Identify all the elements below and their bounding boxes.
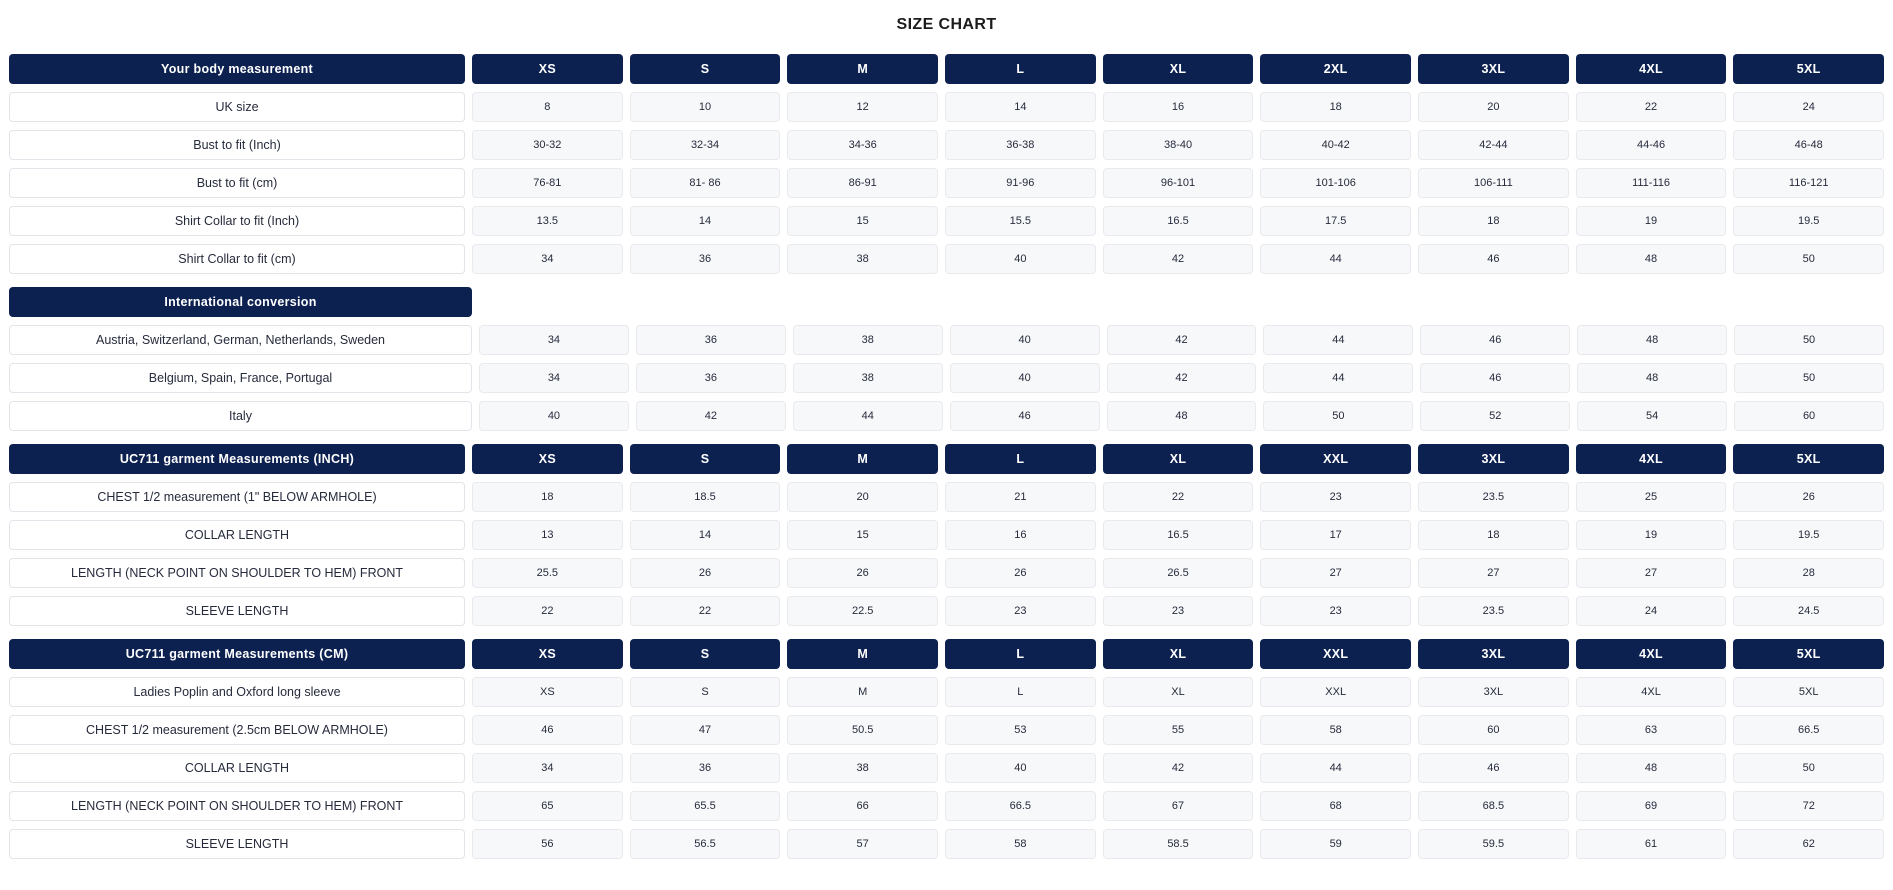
data-cell: 36-38 xyxy=(945,130,1096,160)
data-cell: 54 xyxy=(1577,401,1727,431)
row-label: SLEEVE LENGTH xyxy=(9,829,465,859)
row-label: CHEST 1/2 measurement (2.5cm BELOW ARMHOLE) xyxy=(9,715,465,745)
data-cell: 14 xyxy=(945,92,1096,122)
data-cell: 65.5 xyxy=(630,791,781,821)
international-conversion-table xyxy=(9,287,1884,431)
size-column-header: S xyxy=(630,54,781,84)
body-measurement-table xyxy=(9,54,1884,274)
data-cell: 68.5 xyxy=(1418,791,1569,821)
data-cell: 27 xyxy=(1576,558,1727,588)
data-cell: 8 xyxy=(472,92,623,122)
data-cell: 34-36 xyxy=(787,130,938,160)
section-header-pill: International conversion xyxy=(9,287,472,317)
data-cell: 48 xyxy=(1577,363,1727,393)
data-cell: 3XL xyxy=(1418,677,1569,707)
page-title: SIZE CHART xyxy=(896,16,997,33)
data-cell: 62 xyxy=(1733,829,1884,859)
size-column-header: S xyxy=(630,639,781,669)
data-cell: 69 xyxy=(1576,791,1727,821)
data-cell: 13 xyxy=(472,520,623,550)
row-label: SLEEVE LENGTH xyxy=(9,596,465,626)
table-row xyxy=(9,829,1884,859)
data-cell: 63 xyxy=(1576,715,1727,745)
data-cell: 38-40 xyxy=(1103,130,1254,160)
data-cell: 18 xyxy=(1260,92,1411,122)
data-cell: 46 xyxy=(1420,363,1570,393)
data-cell: 22 xyxy=(1103,482,1254,512)
data-cell: 56.5 xyxy=(630,829,781,859)
data-cell: 12 xyxy=(787,92,938,122)
data-cell: 19 xyxy=(1576,520,1727,550)
data-cell: 19.5 xyxy=(1733,520,1884,550)
data-cell: 40 xyxy=(479,401,629,431)
data-cell: 18 xyxy=(472,482,623,512)
data-cell: 48 xyxy=(1577,325,1727,355)
data-cell: 36 xyxy=(636,363,786,393)
data-cell: 48 xyxy=(1576,753,1727,783)
table-row xyxy=(9,677,1884,707)
data-cell: 81- 86 xyxy=(630,168,781,198)
data-cell: 59.5 xyxy=(1418,829,1569,859)
data-cell: 58.5 xyxy=(1103,829,1254,859)
data-cell: 91-96 xyxy=(945,168,1096,198)
data-cell: 40-42 xyxy=(1260,130,1411,160)
data-cell: XXL xyxy=(1260,677,1411,707)
data-cell: 18 xyxy=(1418,520,1569,550)
data-cell: 56 xyxy=(472,829,623,859)
data-cell: 66.5 xyxy=(945,791,1096,821)
data-cell: 16.5 xyxy=(1103,520,1254,550)
data-cell: S xyxy=(630,677,781,707)
row-label: Shirt Collar to fit (cm) xyxy=(9,244,465,274)
data-cell: 96-101 xyxy=(1103,168,1254,198)
size-column-header: XL xyxy=(1103,639,1254,669)
size-column-header: L xyxy=(945,639,1096,669)
size-column-header: 2XL xyxy=(1260,54,1411,84)
table-row xyxy=(9,558,1884,588)
data-cell: 46 xyxy=(1418,244,1569,274)
data-cell: 15 xyxy=(787,520,938,550)
data-cell: 46 xyxy=(1418,753,1569,783)
row-label: Austria, Switzerland, German, Netherlands, Sweden xyxy=(9,325,472,355)
size-column-header: 5XL xyxy=(1733,639,1884,669)
data-cell: 67 xyxy=(1103,791,1254,821)
row-label: Bust to fit (cm) xyxy=(9,168,465,198)
data-cell: 52 xyxy=(1420,401,1570,431)
data-cell: 18 xyxy=(1418,206,1569,236)
data-cell: 65 xyxy=(472,791,623,821)
table-header-row xyxy=(9,287,1884,317)
data-cell: XS xyxy=(472,677,623,707)
table-row xyxy=(9,206,1884,236)
data-cell: 44 xyxy=(793,401,943,431)
data-cell: 17 xyxy=(1260,520,1411,550)
row-label: LENGTH (NECK POINT ON SHOULDER TO HEM) FRONT xyxy=(9,558,465,588)
table-row xyxy=(9,325,1884,355)
table-row xyxy=(9,92,1884,122)
data-cell: 42 xyxy=(1103,753,1254,783)
data-cell: 19.5 xyxy=(1733,206,1884,236)
data-cell: 58 xyxy=(945,829,1096,859)
data-cell: 4XL xyxy=(1576,677,1727,707)
data-cell: 46 xyxy=(472,715,623,745)
data-cell: 17.5 xyxy=(1260,206,1411,236)
table-row xyxy=(9,130,1884,160)
data-cell: 26 xyxy=(945,558,1096,588)
data-cell: 22 xyxy=(1576,92,1727,122)
data-cell: 57 xyxy=(787,829,938,859)
data-cell: 26 xyxy=(787,558,938,588)
data-cell: 50 xyxy=(1733,753,1884,783)
data-cell: 27 xyxy=(1418,558,1569,588)
data-cell: 50 xyxy=(1733,244,1884,274)
data-cell: 42 xyxy=(1107,363,1257,393)
size-column-header: S xyxy=(630,444,781,474)
data-cell: 23.5 xyxy=(1418,596,1569,626)
data-cell: 44 xyxy=(1260,753,1411,783)
size-chart-tables xyxy=(9,54,1884,859)
data-cell: 44 xyxy=(1260,244,1411,274)
table-row xyxy=(9,520,1884,550)
data-cell: 66.5 xyxy=(1733,715,1884,745)
data-cell: 22 xyxy=(472,596,623,626)
row-label: Bust to fit (Inch) xyxy=(9,130,465,160)
data-cell: L xyxy=(945,677,1096,707)
data-cell: 48 xyxy=(1107,401,1257,431)
size-column-header: XL xyxy=(1103,444,1254,474)
data-cell: 40 xyxy=(950,363,1100,393)
data-cell: 15.5 xyxy=(945,206,1096,236)
data-cell: 24 xyxy=(1733,92,1884,122)
data-cell: 27 xyxy=(1260,558,1411,588)
data-cell: 47 xyxy=(630,715,781,745)
table-row xyxy=(9,791,1884,821)
data-cell: 34 xyxy=(479,325,629,355)
data-cell: 42 xyxy=(1103,244,1254,274)
data-cell: 22.5 xyxy=(787,596,938,626)
data-cell: 59 xyxy=(1260,829,1411,859)
data-cell: 16 xyxy=(1103,92,1254,122)
size-column-header: XXL xyxy=(1260,444,1411,474)
size-column-header: XS xyxy=(472,639,623,669)
data-cell: 50.5 xyxy=(787,715,938,745)
size-column-header: 3XL xyxy=(1418,54,1569,84)
data-cell: 16 xyxy=(945,520,1096,550)
data-cell: 10 xyxy=(630,92,781,122)
data-cell: 14 xyxy=(630,520,781,550)
table-row xyxy=(9,753,1884,783)
data-cell: 60 xyxy=(1734,401,1884,431)
data-cell: 25.5 xyxy=(472,558,623,588)
data-cell: 48 xyxy=(1576,244,1727,274)
size-column-header: 4XL xyxy=(1576,639,1727,669)
row-label: LENGTH (NECK POINT ON SHOULDER TO HEM) FRONT xyxy=(9,791,465,821)
size-column-header: XS xyxy=(472,54,623,84)
data-cell: 23 xyxy=(1103,596,1254,626)
size-column-header: L xyxy=(945,54,1096,84)
data-cell: 28 xyxy=(1733,558,1884,588)
table-header-row xyxy=(9,444,1884,474)
data-cell: 86-91 xyxy=(787,168,938,198)
table-row xyxy=(9,168,1884,198)
size-column-header: 3XL xyxy=(1418,444,1569,474)
table-row xyxy=(9,401,1884,431)
data-cell: 55 xyxy=(1103,715,1254,745)
size-chart-page xyxy=(0,16,1893,859)
data-cell: 116-121 xyxy=(1733,168,1884,198)
data-cell: 66 xyxy=(787,791,938,821)
data-cell: 16.5 xyxy=(1103,206,1254,236)
data-cell: 42-44 xyxy=(1418,130,1569,160)
data-cell: 111-116 xyxy=(1576,168,1727,198)
size-column-header: XL xyxy=(1103,54,1254,84)
size-column-header: XXL xyxy=(1260,639,1411,669)
size-column-header: 5XL xyxy=(1733,54,1884,84)
data-cell: 26 xyxy=(630,558,781,588)
data-cell: 46 xyxy=(1420,325,1570,355)
data-cell: XL xyxy=(1103,677,1254,707)
data-cell: 5XL xyxy=(1733,677,1884,707)
data-cell: 23 xyxy=(1260,482,1411,512)
table-row xyxy=(9,363,1884,393)
data-cell: 23 xyxy=(1260,596,1411,626)
size-column-header: M xyxy=(787,444,938,474)
size-column-header: L xyxy=(945,444,1096,474)
data-cell: 61 xyxy=(1576,829,1727,859)
data-cell: 50 xyxy=(1734,363,1884,393)
data-cell: 50 xyxy=(1263,401,1413,431)
section-header-pill: UC711 garment Measurements (CM) xyxy=(9,639,465,669)
data-cell: 22 xyxy=(630,596,781,626)
data-cell: 60 xyxy=(1418,715,1569,745)
data-cell: 42 xyxy=(1107,325,1257,355)
size-column-header: 3XL xyxy=(1418,639,1569,669)
size-column-header: M xyxy=(787,639,938,669)
data-cell: 46 xyxy=(950,401,1100,431)
data-cell: 18.5 xyxy=(630,482,781,512)
data-cell: 15 xyxy=(787,206,938,236)
data-cell: 40 xyxy=(950,325,1100,355)
data-cell: 72 xyxy=(1733,791,1884,821)
data-cell: 44-46 xyxy=(1576,130,1727,160)
row-label: Italy xyxy=(9,401,472,431)
size-column-header: 5XL xyxy=(1733,444,1884,474)
data-cell: 24 xyxy=(1576,596,1727,626)
data-cell: 101-106 xyxy=(1260,168,1411,198)
data-cell: 50 xyxy=(1734,325,1884,355)
data-cell: 36 xyxy=(630,244,781,274)
table-header-row xyxy=(9,639,1884,669)
data-cell: 26 xyxy=(1733,482,1884,512)
data-cell: 21 xyxy=(945,482,1096,512)
data-cell: 30-32 xyxy=(472,130,623,160)
data-cell: 20 xyxy=(787,482,938,512)
data-cell: 46-48 xyxy=(1733,130,1884,160)
table-row xyxy=(9,482,1884,512)
data-cell: 76-81 xyxy=(472,168,623,198)
data-cell: 13.5 xyxy=(472,206,623,236)
data-cell: 40 xyxy=(945,244,1096,274)
row-label: COLLAR LENGTH xyxy=(9,520,465,550)
data-cell: 36 xyxy=(630,753,781,783)
row-label: UK size xyxy=(9,92,465,122)
data-cell: 32-34 xyxy=(630,130,781,160)
row-label: Ladies Poplin and Oxford long sleeve xyxy=(9,677,465,707)
data-cell: 38 xyxy=(793,363,943,393)
data-cell: 34 xyxy=(472,753,623,783)
data-cell: 58 xyxy=(1260,715,1411,745)
size-column-header: XS xyxy=(472,444,623,474)
section-header-pill: Your body measurement xyxy=(9,54,465,84)
table-row xyxy=(9,596,1884,626)
table-header-row xyxy=(9,54,1884,84)
data-cell: 40 xyxy=(945,753,1096,783)
size-column-header: 4XL xyxy=(1576,54,1727,84)
table-row xyxy=(9,715,1884,745)
data-cell: M xyxy=(787,677,938,707)
data-cell: 36 xyxy=(636,325,786,355)
data-cell: 14 xyxy=(630,206,781,236)
row-label: Belgium, Spain, France, Portugal xyxy=(9,363,472,393)
data-cell: 34 xyxy=(472,244,623,274)
row-label: COLLAR LENGTH xyxy=(9,753,465,783)
row-label: Shirt Collar to fit (Inch) xyxy=(9,206,465,236)
data-cell: 26.5 xyxy=(1103,558,1254,588)
data-cell: 53 xyxy=(945,715,1096,745)
data-cell: 19 xyxy=(1576,206,1727,236)
data-cell: 44 xyxy=(1263,363,1413,393)
row-label: CHEST 1/2 measurement (1" BELOW ARMHOLE) xyxy=(9,482,465,512)
data-cell: 23.5 xyxy=(1418,482,1569,512)
data-cell: 20 xyxy=(1418,92,1569,122)
data-cell: 68 xyxy=(1260,791,1411,821)
data-cell: 38 xyxy=(787,244,938,274)
section-header-pill: UC711 garment Measurements (INCH) xyxy=(9,444,465,474)
data-cell: 25 xyxy=(1576,482,1727,512)
data-cell: 106-111 xyxy=(1418,168,1569,198)
data-cell: 23 xyxy=(945,596,1096,626)
data-cell: 42 xyxy=(636,401,786,431)
data-cell: 38 xyxy=(787,753,938,783)
data-cell: 24.5 xyxy=(1733,596,1884,626)
garment-measurements-inch-table xyxy=(9,444,1884,626)
garment-measurements-cm-table xyxy=(9,639,1884,859)
size-column-header: 4XL xyxy=(1576,444,1727,474)
size-column-header: M xyxy=(787,54,938,84)
data-cell: 44 xyxy=(1263,325,1413,355)
data-cell: 34 xyxy=(479,363,629,393)
table-row xyxy=(9,244,1884,274)
data-cell: 38 xyxy=(793,325,943,355)
